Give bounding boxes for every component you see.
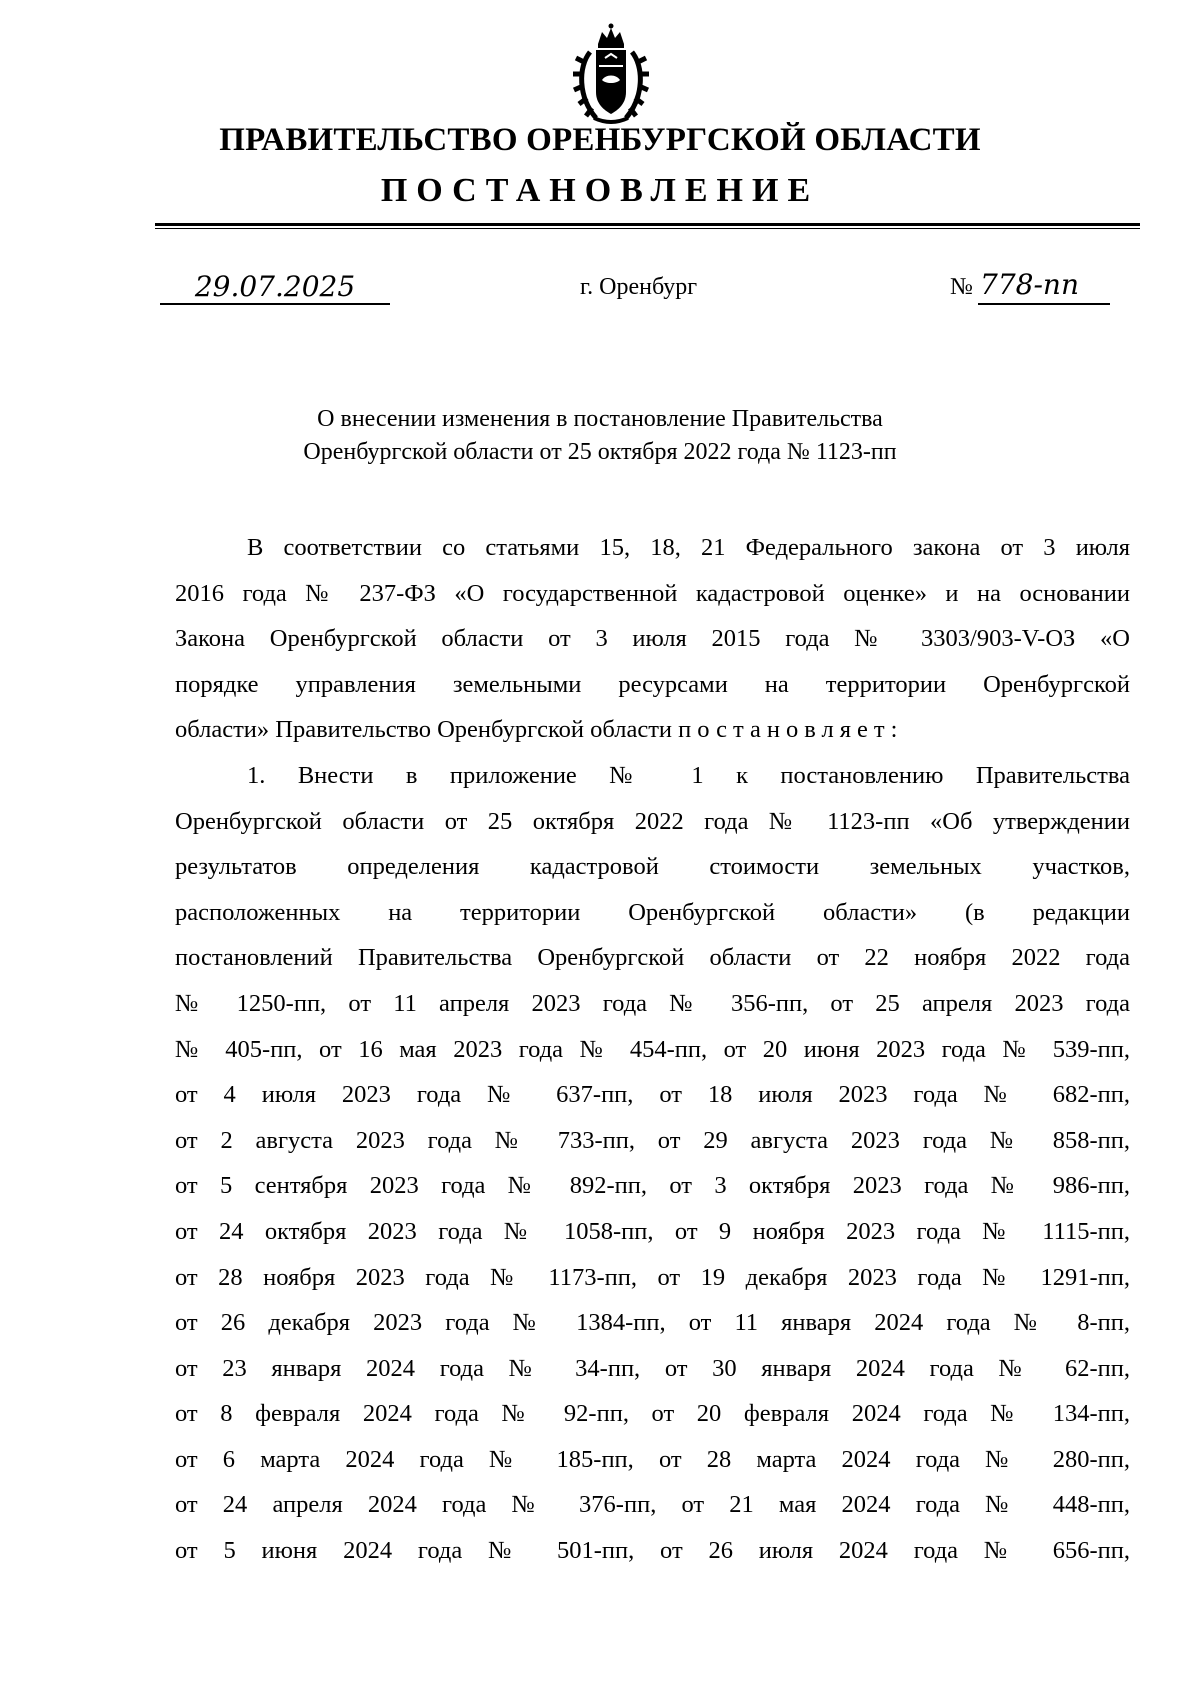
text-line: от 8 февраля 2024 года № 92-пп, от 20 февраля 2024 года № 134-пп, — [175, 1400, 1130, 1428]
text-line: от 24 октября 2023 года № 1058-пп, от 9 ноября 2023 года № 1115-пп, — [175, 1217, 1130, 1245]
document-subject — [0, 403, 1200, 469]
document-city: г. Оренбург — [580, 274, 698, 300]
text-line: постановлений Правительства Оренбургской области от 22 ноября 2022 года — [175, 944, 1130, 972]
text-line: от 4 июля 2023 года № 637-пп, от 18 июля 2023 года № 682-пп, — [175, 1081, 1130, 1109]
text-line: Оренбургской области от 25 октября 2022 года № 1123-пп «Об утверждении — [175, 807, 1130, 835]
header-divider-thin — [155, 228, 1140, 229]
document-date: 29.07.2025 — [194, 270, 356, 303]
text-line: порядке управления земельными ресурсами на территории Оренбургской — [175, 670, 1130, 698]
document-number: 778-пп — [980, 268, 1079, 301]
text-line — [175, 707, 1130, 753]
document-number-label: № — [950, 274, 973, 300]
subject-line: Оренбургской области от 25 октября 2022 года № 1123-пп — [303, 439, 897, 465]
document-type-title: ПОСТАНОВЛЕНИЕ — [380, 172, 820, 209]
text-line: от 5 июня 2024 года № 501-пп, от 26 июля 2024 года № 656-пп, — [175, 1537, 1130, 1565]
text-line: от 28 ноября 2023 года № 1173-пп, от 19 декабря 2023 года № 1291-пп, — [175, 1263, 1130, 1291]
text-line: от 5 сентября 2023 года № 892-пп, от 3 октября 2023 года № 986-пп, — [175, 1172, 1130, 1200]
preamble-paragraph — [175, 525, 1130, 753]
date-underline — [160, 303, 390, 305]
text-line: от 6 марта 2024 года № 185-пп, от 28 марта 2024 года № 280-пп, — [175, 1445, 1130, 1473]
text-line: расположенных на территории Оренбургской области» (в редакции — [175, 898, 1130, 926]
item-1-paragraph — [175, 753, 1130, 1574]
text-line: от 2 августа 2023 года № 733-пп, от 29 августа 2023 года № 858-пп, — [175, 1126, 1130, 1154]
coat-of-arms-icon — [568, 22, 654, 126]
resolution-keyword: постановляет: — [678, 716, 904, 744]
subject-line: О внесении изменения в постановление Правительства — [317, 406, 883, 432]
header-divider-thick — [155, 223, 1140, 226]
text-line: от 24 апреля 2024 года № 376-пп, от 21 мая 2024 года № 448-пп, — [175, 1491, 1130, 1519]
document-body — [175, 525, 1130, 1574]
number-underline — [978, 303, 1110, 305]
text-line: 2016 года № 237-ФЗ «О государственной кадастровой оценке» и на основании — [175, 579, 1130, 607]
organization-title: ПРАВИТЕЛЬСТВО ОРЕНБУРГСКОЙ ОБЛАСТИ — [219, 122, 981, 158]
text-line: № 405-пп, от 16 мая 2023 года № 454-пп, от 20 июня 2023 года № 539-пп, — [175, 1035, 1130, 1063]
text-line: № 1250-пп, от 11 апреля 2023 года № 356-пп, от 25 апреля 2023 года — [175, 989, 1130, 1017]
text-line: результатов определения кадастровой стоимости земельных участков, — [175, 853, 1130, 881]
text-line: 1. Внести в приложение № 1 к постановлению Правительства — [247, 761, 1130, 789]
text-line: от 26 декабря 2023 года № 1384-пп, от 11 января 2024 года № 8-пп, — [175, 1309, 1130, 1337]
text-fragment: области» Правительство Оренбургской области — [175, 716, 673, 744]
text-line: В соответствии со статьями 15, 18, 21 Федерального закона от 3 июля — [247, 534, 1130, 561]
text-line: от 23 января 2024 года № 34-пп, от 30 января 2024 года № 62-пп, — [175, 1354, 1130, 1382]
text-line: Закона Оренбургской области от 3 июля 2015 года № 3303/903-V-ОЗ «О — [175, 625, 1130, 653]
